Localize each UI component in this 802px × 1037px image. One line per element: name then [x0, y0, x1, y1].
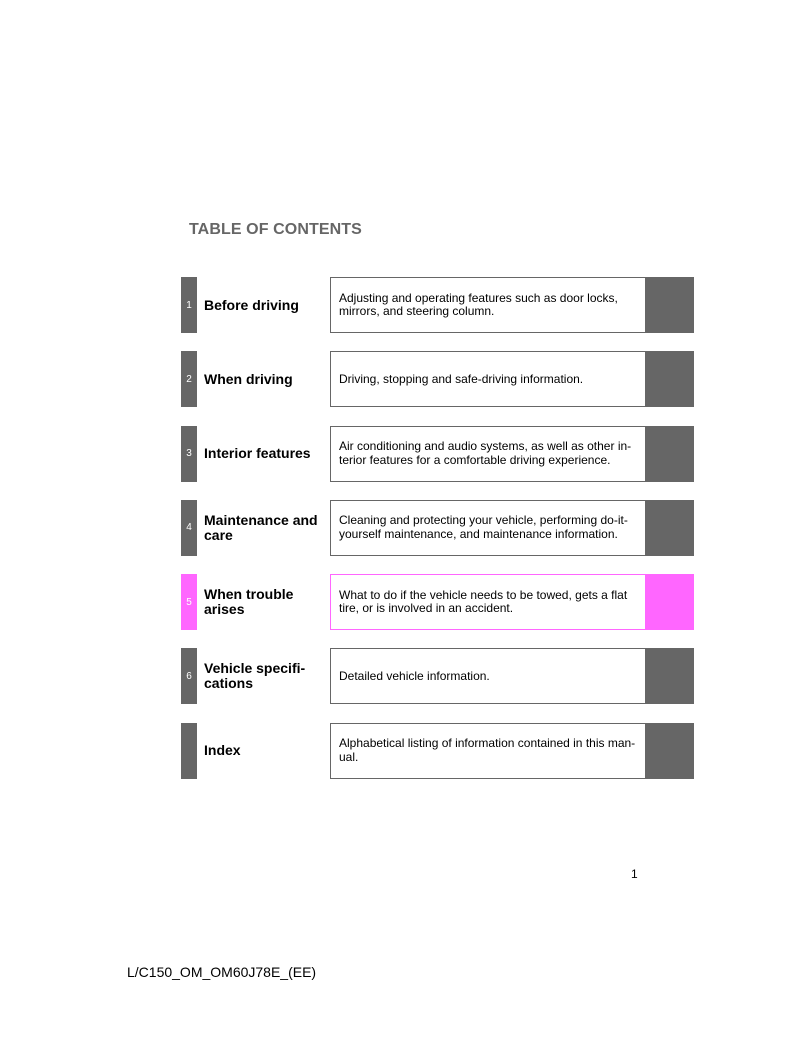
page-number: 1	[631, 867, 638, 881]
section-end-block	[645, 574, 694, 630]
toc-row-index[interactable]	[181, 723, 694, 779]
section-title[interactable]: When trouble arises	[204, 586, 294, 618]
section-end-block	[645, 723, 694, 779]
section-end-block	[645, 277, 694, 333]
section-description: Driving, stopping and safe-driving information.	[330, 351, 646, 407]
section-tab: 5	[181, 574, 197, 630]
section-end-block	[645, 500, 694, 556]
section-title[interactable]: Vehicle specifi-cations	[204, 660, 306, 692]
toc-row-maintenance-and-care[interactable]	[181, 500, 694, 556]
toc-title: TABLE OF CONTENTS	[189, 221, 362, 238]
section-description: Air conditioning and audio systems, as well as other in-terior features for a comfortable driving experience.	[330, 426, 646, 482]
section-tab: 6	[181, 648, 197, 704]
toc-row-vehicle-specifications[interactable]	[181, 648, 694, 704]
section-tab: 3	[181, 426, 197, 482]
document-code: L/C150_OM_OM60J78E_(EE)	[127, 964, 317, 980]
section-tab: 4	[181, 500, 197, 556]
section-title[interactable]: Interior features	[204, 445, 311, 462]
section-end-block	[645, 426, 694, 482]
section-title[interactable]: Maintenance and care	[204, 511, 318, 543]
toc-row-before-driving[interactable]	[181, 277, 694, 333]
section-tab: 2	[181, 351, 197, 407]
section-description: What to do if the vehicle needs to be towed, gets a flat tire, or is involved in an accident.	[330, 574, 646, 630]
section-tab: 1	[181, 277, 197, 333]
toc-list	[181, 277, 694, 797]
section-tab	[181, 723, 197, 779]
section-end-block	[645, 351, 694, 407]
section-description: Adjusting and operating features such as door locks, mirrors, and steering column.	[330, 277, 646, 333]
section-title[interactable]: When driving	[204, 370, 293, 387]
section-description: Alphabetical listing of information contained in this man-ual.	[330, 723, 646, 779]
section-description: Cleaning and protecting your vehicle, performing do-it-yourself maintenance, and maintenance information.	[330, 500, 646, 556]
toc-row-when-driving[interactable]	[181, 351, 694, 407]
section-end-block	[645, 648, 694, 704]
toc-row-when-trouble-arises[interactable]	[181, 574, 694, 630]
section-title[interactable]: Index	[204, 742, 241, 759]
section-title[interactable]: Before driving	[204, 296, 299, 313]
section-description: Detailed vehicle information.	[330, 648, 646, 704]
toc-row-interior-features[interactable]	[181, 426, 694, 482]
